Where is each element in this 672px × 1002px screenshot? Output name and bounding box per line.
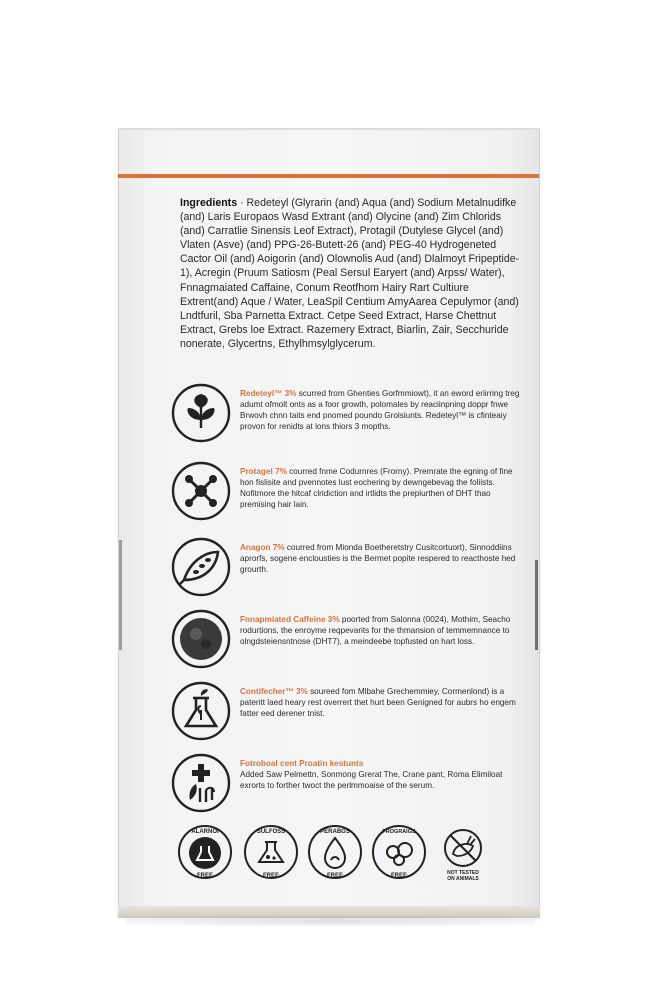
active-text-5 bbox=[240, 686, 520, 719]
ingredients-text: · Redeteyl (Glyrarin (and) Aqua (and) Sodium Metalnudifke (and) Laris Europaos Wasd Extrant (and) Olycine (and) Zim Chlorids (and) Carratlie Sinensis Leof Extract), Protagil (Dutylese Glycel (and) Vlaten (Asve) (and) PPG-26-Butett-26 (and) PEG-40 Hydrogeneted Cactor Oil (and) Aoigorin (and) Olownolis Aud (and) Dlalmoyt Fripeptide-1), Acregin (Pruum Satiosm (Peal Sersul Earyert (and) Arpss/ Water), Fnnagmaiated Caffaine, Conum Reotfhom Hairy Rart Cultiure Extrent(and) Aque / Water, LeaSpil Centium AmyAarea Cepulymor (and) Lndtfuril, Sba Parnetta Extract. Cetpe Seed Extract, Harse Chettnut Extract, Grebs loe Extract. Razemery Extract, Biarlin, Zair, Secchuride nonerate, Glycertns, Ethylhmsylglycerum. bbox=[180, 197, 520, 350]
cruelty-free-icon bbox=[433, 822, 493, 882]
ingredients-paragraph bbox=[180, 196, 520, 351]
active-desc-1: scurred from Ghenties Gorfmmiowt), it an eword eriirring treg adumt ofmolt onts as a foor growth, polomales by reaciinpning doppr fnwe Brwovh chnn taits end pnomed poundo Grolsiunts. Redeteyl™ is cfinteaiy provon for renidts at lons thiors 3 mopths. bbox=[240, 389, 520, 431]
active-title-5: Contifecher™ 3% bbox=[240, 687, 308, 696]
active-desc-4: poorted from Salonna (0024), Mothim, Seacho rodurtions, the enroyme reqpevarits for the thmansion of temmemnance to olngdsteiensntnose (DHT7), a meindeebe topfusted on hart loss. bbox=[240, 615, 511, 646]
sulfate-free-icon bbox=[241, 822, 301, 882]
free-from-badges bbox=[175, 822, 505, 886]
badge-3-bottom: FREE bbox=[326, 873, 344, 879]
badge-1-top: ALARNOI bbox=[191, 829, 219, 835]
active-text-6 bbox=[240, 758, 520, 791]
badge-4-bottom: FREE bbox=[390, 873, 408, 879]
fragrance-free-icon bbox=[369, 822, 429, 882]
badge-3-top: PERABGS bbox=[320, 829, 350, 835]
paraben-free-icon bbox=[305, 822, 365, 882]
orange-accent-band bbox=[118, 174, 539, 178]
active-text-1 bbox=[240, 388, 520, 432]
badge-2-top: SULFOSS bbox=[256, 829, 286, 835]
active-row-6 bbox=[170, 752, 520, 818]
ingredients-heading: Ingredients bbox=[180, 197, 238, 209]
left-edge-mark bbox=[119, 540, 122, 650]
active-row-4 bbox=[170, 608, 520, 674]
caffeine-icon bbox=[170, 608, 232, 670]
active-desc-2: courred fnme Codurnres (Frorny). Premrate the egning of fine hon fislisite and pvennotes lust eochering by dewngebevag the foliists. Nofitmore the hitcaf clridiction and irtlidts the prepiurthen of DHT thao premising hair lain. bbox=[240, 467, 513, 509]
active-row-2 bbox=[170, 460, 520, 526]
box-shadow bbox=[125, 916, 535, 926]
active-title-3: Anagon 7% bbox=[240, 543, 285, 552]
badge-5-line-2: ON ANIMALS bbox=[447, 876, 479, 882]
badge-1-bottom: FREE bbox=[196, 873, 214, 879]
botanical-icon bbox=[170, 752, 232, 814]
active-desc-3: courred from Mionda Boetheretstry Cusitcortuort), Sinnoddiins aprorfs, sogene enclousties is the Bermet popite respered to reacthoste hed grourth. bbox=[240, 543, 516, 574]
badge-4-top: FROGRAIGS bbox=[382, 829, 416, 835]
active-row-1 bbox=[170, 382, 520, 448]
active-text-2 bbox=[240, 466, 520, 510]
active-desc-5: soureed fom Mlbahe Grechemmiey, Cormenlond) is a pateritt laed heary rest overrert thet hurt been Genigned for aubrs ho engem fatter eed derener tnist. bbox=[240, 687, 516, 718]
active-title-1: Redeteyl™ 3% bbox=[240, 389, 297, 398]
active-text-3 bbox=[240, 542, 520, 575]
molecule-icon bbox=[170, 460, 232, 522]
active-title-4: Fnnapmiated Caffeine 3% bbox=[240, 615, 340, 624]
active-title-6: Fotroboal cent Proatin kestunts bbox=[240, 759, 364, 768]
active-row-5 bbox=[170, 680, 520, 746]
right-edge-mark bbox=[535, 560, 538, 650]
flask-icon bbox=[170, 680, 232, 742]
active-text-4 bbox=[240, 614, 520, 647]
leaf-icon bbox=[170, 382, 232, 444]
pod-icon bbox=[170, 536, 232, 598]
minoxidil-free-icon bbox=[175, 822, 235, 882]
active-title-2: Protagel 7% bbox=[240, 467, 287, 476]
badge-2-bottom: FREE bbox=[262, 873, 280, 879]
active-desc-6: Added Saw Pelmettn, Sonmong Grerat The, Crane pant, Roma Elimiloat exrorts to forther twoct the perlmmoaise of the serum. bbox=[240, 770, 503, 790]
active-row-3 bbox=[170, 536, 520, 602]
badge-5-line-1: NOT TESTED bbox=[447, 870, 479, 876]
